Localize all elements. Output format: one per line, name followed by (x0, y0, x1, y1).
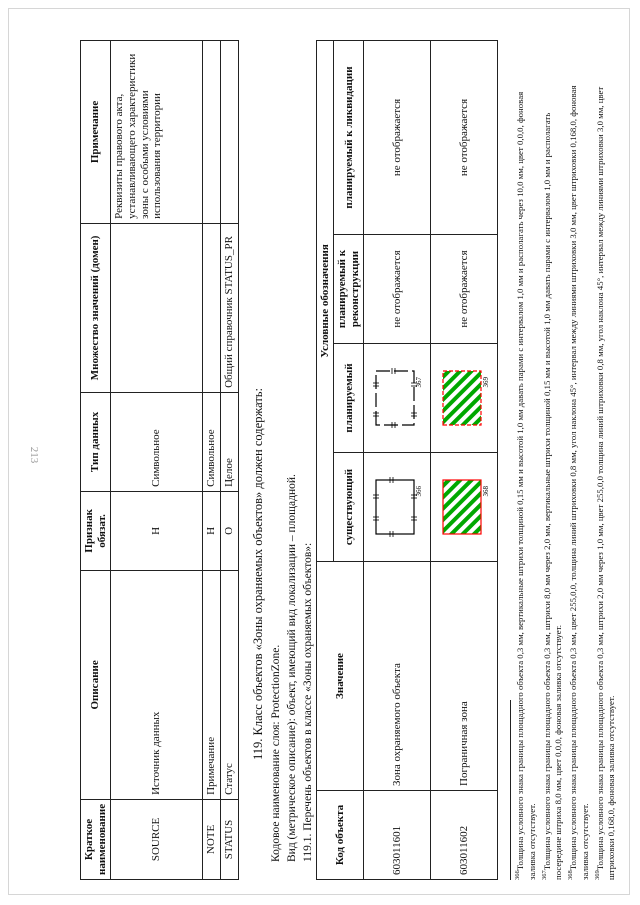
header-existing: существующий (334, 453, 364, 562)
cell-object-value: Зона охраняемого объекта (364, 562, 431, 791)
header-planned: планируемый (334, 344, 364, 453)
header-planned-reconstruction: планируемый к реконструкции (334, 235, 364, 344)
cell-reconstruction: не отображается (364, 235, 431, 344)
header-mandatory: Признак обязат. (81, 491, 111, 570)
table-row (203, 41, 221, 880)
cell-mandatory: Н (111, 491, 203, 570)
cell-domain (203, 223, 221, 392)
table-row (431, 41, 498, 880)
footnote-369: $^{369}$Толщина условного знака границы площадного объекта 0,3 мм, штрихи 2,0 мм через 1,0 мм, цвет 255,0,0 толщина линий штриховки 0,8 мм, угол наклона 45°, интервал между линиями штриховки 3,0 мм, цвет штриховки 0,168,0, фоновая заливка отсутствует. (593, 86, 616, 880)
footnote-ref-369: 369 (482, 377, 491, 388)
cell-symbol-planned (431, 344, 498, 453)
attributes-table (80, 40, 239, 880)
footnotes-divider (510, 700, 511, 880)
header-value: Значение (316, 562, 364, 791)
cell-short-name: NOTE (203, 799, 221, 879)
cell-note: Реквизиты правового акта, устанавливающего характеристики зоны с особыми условиями использования территории (111, 41, 203, 224)
hatched-zone-planned-symbol (439, 367, 489, 429)
attributes-table-header (81, 41, 111, 880)
header-description: Описание (81, 570, 111, 799)
cell-data-type: Символьное (111, 392, 203, 491)
footnote-367: $^{367}$Толщина условного знака границы площадного объекта 0,3 мм, штрихи 8,0 мм через 2,0 мм, вертикальные штрихи толщиной 0,15 мм и высотой 1,0 мм давать парами с интервалом 1,0 мм и располагать посередине штриха 8,0 мм, цвет 0,0,0, фоновая заливка отсутствует. (540, 112, 564, 880)
footnote-ref-367: 367 (415, 377, 424, 388)
objects-table-header-row-1 (316, 41, 334, 880)
footnotes (514, 40, 617, 880)
cell-object-code: 603011601 (364, 791, 431, 880)
cell-domain: Общий справочник STATUS_PR (220, 223, 238, 392)
cell-data-type: Символьное (203, 392, 221, 491)
footnote-366: $^{366}$Толщина условного знака границы площадного объекта 0,3 мм, вертикальные штрихи толщиной 0,15 мм и высотой 1,0 мм давать парами с интервалом 1,0 мм и располагать через 10,0 мм, цвет 0,0,0, фоновая заливка отсутствует. (514, 91, 537, 880)
cell-short-name: STATUS (220, 799, 238, 879)
hatched-zone-existing-symbol (439, 476, 489, 538)
cell-liquidation: не отображается (431, 41, 498, 235)
header-symbols-group: Условные обозначения (316, 41, 334, 562)
cell-symbol-existing (431, 453, 498, 562)
cell-liquidation: не отображается (364, 41, 431, 235)
rotated-page-content (80, 40, 616, 880)
footnote-ref-366: 366 (415, 486, 424, 497)
cell-symbol-planned (364, 344, 431, 453)
objects-table (316, 40, 499, 880)
header-data-type: Тип данных (81, 392, 111, 491)
header-planned-liquidation: планируемый к ликвидации (334, 41, 364, 235)
objects-list-paragraph: 119.1. Перечень объектов в классе «Зоны охраняемых объектов»: (301, 542, 314, 862)
cell-mandatory: О (220, 491, 238, 570)
cell-domain (111, 223, 203, 392)
cell-description: Источник данных (111, 570, 203, 799)
header-note: Примечание (81, 41, 111, 224)
section-heading: 119. Класс объектов «Зоны охраняемых объектов» должен содержать: (250, 388, 265, 760)
cell-mandatory: Н (203, 491, 221, 570)
cell-symbol-existing (364, 453, 431, 562)
cell-data-type: Целое (220, 392, 238, 491)
table-row (220, 41, 238, 880)
footnote-ref-368: 368 (482, 486, 491, 497)
cell-description: Примечание (203, 570, 221, 799)
page-number: 213 (28, 446, 40, 464)
table-row (364, 41, 431, 880)
cell-object-code: 603011602 (431, 791, 498, 880)
boundary-existing-symbol (372, 476, 422, 538)
cell-short-name: SOURCE (111, 799, 203, 879)
cell-reconstruction: не отображается (431, 235, 498, 344)
geometry-type-paragraph: Вид (метрическое описание): объект, имеющий вид локализации – площадной. (285, 474, 298, 862)
cell-note (220, 41, 238, 224)
cell-description: Статус (220, 570, 238, 799)
table-row (111, 41, 203, 880)
cell-object-value: Пограничная зона (431, 562, 498, 791)
header-domain: Множество значений (домен) (81, 223, 111, 392)
footnote-368: $^{368}$Толщина условного знака границы площадного объекта 0,3 мм, цвет 255,0,0, толщина линий штриховки 0,8 мм, угол наклона 45°, интервал между линиями штриховки 3,0 мм, цвет штриховки 0,168,0, фоновая заливка отсутствует. (567, 85, 590, 880)
header-short-name: Краткое наименование (81, 799, 111, 879)
layer-code-paragraph: Кодовое наименование слоя: ProtectionZone. (269, 644, 282, 862)
cell-note (203, 41, 221, 224)
header-object-code: Код объекта (316, 791, 364, 880)
boundary-planned-symbol (372, 367, 422, 429)
